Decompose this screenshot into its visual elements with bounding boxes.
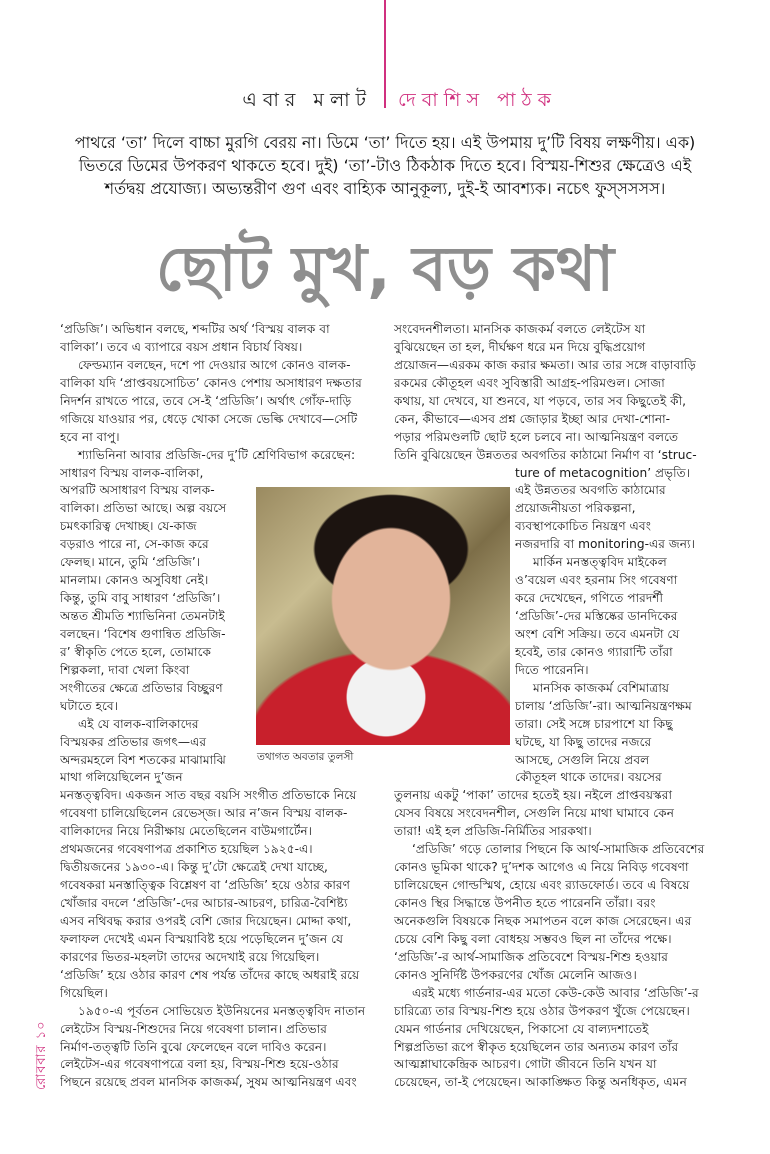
text-line: নিদর্শন রাখতে পারে, তবে সে-ই ‘প্রডিজি’। অর্থাৎ গোঁফ-দাড়ি bbox=[60, 393, 352, 408]
text-line: ‘প্রডিজি’-র আর্থ-সামাজিক প্রতিবেশে বিস্ময়-শিশু হওয়ার bbox=[394, 949, 668, 964]
text-line: গবেষণা চালিয়েছিলেন রেভেস্‌জ। আর ন’জন বিস্ময় বালক- bbox=[60, 806, 348, 821]
text-line: শিল্পপ্রতিভা রূপে স্বীকৃত হয়েছিলেন তার অন্যতম কারণ তাঁর bbox=[394, 1039, 679, 1054]
text-line: ture of metacognition’ প্রভৃতি। bbox=[515, 465, 691, 480]
text-line: তারা। সেই সঙ্গে চারপাশে যা কিছু bbox=[515, 716, 673, 731]
text-line: বুঝিয়েছেন তা হল, দীর্ঘক্ষণ ধরে মন দিয়ে বুদ্ধিপ্রয়োগ bbox=[394, 339, 646, 354]
text-line: ১৯৫০-এ পূর্বতন সোভিয়েত ইউনিয়নের মনস্তত্ত্ববিদ নাতান bbox=[78, 1003, 366, 1018]
article-title: ছোট মুখ, বড় কথা bbox=[155, 232, 615, 305]
text-line: মনস্তত্ত্ববিদ। একজন সাত বছর বয়সি সংগীত প্রতিভাকে নিয়ে bbox=[60, 788, 357, 803]
text-line: শ্যাভিনিনা আবার প্রডিজি-দের দু’টি শ্রেণিবিভাগ করেছেন: bbox=[78, 447, 356, 462]
text-line: কৌতূহল থাকে তাদের। বয়সের bbox=[515, 770, 662, 785]
text-line: আসছে, সেগুলি নিয়ে প্রবল bbox=[515, 752, 650, 767]
text-line: ‘প্রডিজি’। অভিধান বলছে, শব্দটির অর্থ ‘বিস্ময় বালক বা bbox=[60, 322, 330, 336]
text-line: সাধারণ বিস্ময় বালক-বালিকা, bbox=[60, 465, 204, 480]
text-line: দিতে পারেননি। bbox=[515, 662, 589, 677]
text-line: লেইটেস বিস্ময়-শিশুদের নিয়ে গবেষণা চালান। প্রতিভার bbox=[60, 1021, 327, 1036]
text-line: চারিত্র্যে তার বিস্ময়-শিশু হয়ে ওঠার উপকরণ খুঁজে পেয়েছেন। bbox=[394, 1003, 690, 1018]
text-line: এরই মধ্যে গার্ডনার-এর মতো কেউ-কেউ আবার ‘প্রডিজি’-র bbox=[412, 985, 699, 1000]
text-line: কারণের ভিতর-মহলটা তাদের অদেখাই রয়ে গিয়েছিল। bbox=[60, 949, 320, 964]
text-line: চমৎকারিত্ব দেখাচ্ছ। যে-কাজ bbox=[60, 519, 197, 534]
text-line: গজিয়ে যাওয়ার পর, ধেড়ে খোকা সেজে ভেল্কি দেখাবে—সেটি bbox=[60, 411, 358, 426]
text-line: কিন্তু, তুমি বাবু সাধারণ ‘প্রডিজি’। bbox=[60, 591, 221, 606]
text-line: ‘প্রডিজি’ হয়ে ওঠার কারণ শেষ পর্যন্ত তাঁদের কাছে অধরাই রয়ে bbox=[60, 967, 360, 982]
author-name: দেবাশিস পাঠক bbox=[398, 89, 557, 111]
text-line: এই যে বালক-বালিকাদের bbox=[78, 716, 199, 731]
text-line: প্রয়োজনীয়তা পরিকল্পনা, bbox=[515, 501, 636, 516]
text-line: যেসব বিষয়ে সংবেদনশীল, সেগুলি নিয়ে মাথা ঘামাবে কেন bbox=[394, 806, 675, 821]
text-line: বলছেন। ‘বিশেষ গুণান্বিত প্রডিজি- bbox=[60, 626, 226, 641]
text-line: লেইটেস-এর গবেষণাপত্রে বলা হয়, বিস্ময়-শিশু হয়ে-ওঠার bbox=[60, 1057, 339, 1072]
text-line: রকমের কৌতূহল এবং সুবিস্তারী আগ্রহ-পরিমণ্ডল। সোজা bbox=[394, 375, 665, 390]
text-line: বালিকা। প্রতিভা আছে। অল্প বয়সে bbox=[60, 501, 227, 516]
text-line: ‘প্রডিজি’-দের মস্তিষ্কের ডানদিকের bbox=[515, 609, 678, 623]
text-line: চেয়েছেন, তা-ই পেয়েছেন। আকাঙ্ক্ষিত কিন্তু অনধিকৃত, এমন bbox=[394, 1075, 687, 1090]
text-line: অংশ বেশি সক্রিয়। তবে এমনটা যে bbox=[515, 626, 680, 641]
text-line: অপরটি অসাধারণ বিস্ময় বালক- bbox=[60, 483, 215, 498]
text-line: ফেলছ। মানে, তুমি ‘প্রডিজি’। bbox=[60, 555, 201, 570]
text-line: সংগীতের ক্ষেত্রে প্রতিভার বিচ্ছুরণ bbox=[60, 680, 223, 695]
text-line: কোনও স্থির সিদ্ধান্তে উপনীত হতে পারেননি তাঁরা। বরং bbox=[394, 896, 656, 910]
section-label: এবার মলাট bbox=[242, 89, 372, 111]
text-line: বিস্ময়কর প্রতিভার জগৎ—এর bbox=[60, 734, 207, 749]
text-line: ঘটছে, যা কিছু তাদের নজরে bbox=[515, 734, 652, 749]
text-line: কোনও সুনির্দিষ্ট উপকরণের খোঁজ মেলেনি আজও। bbox=[394, 967, 637, 982]
text-line: নির্মাণ-তত্ত্বটি তিনি বুঝে ফেলেছেন বলে দাবিও করেন। bbox=[60, 1039, 327, 1054]
text-line: মানলাম। কোনও অসুবিধা নেই। bbox=[60, 573, 209, 588]
text-line: এসব নথিবদ্ধ করার ওপরই বেশি জোর দিয়েছেন। মোদ্দা কথা, bbox=[60, 913, 352, 928]
text-line: আত্মশ্লাঘাকেন্দ্রিক আচরণ। গোটা জীবনে তিনি যখন যা bbox=[394, 1057, 657, 1072]
text-line: নজরদারি বা monitoring-এর জন্য। bbox=[515, 537, 695, 552]
text-line: ফেল্ডম্যান বলছেন, দশে পা দেওয়ার আগে কোনও বালক- bbox=[78, 357, 351, 372]
text-line: বালিকাদের নিয়ে নিরীক্ষায় মেতেছিলেন বাউমগার্টেন। bbox=[60, 824, 312, 839]
text-line: তুলনায় একটু ‘পাকা’ তাদের হতেই হয়। নইলে প্রাপ্তবয়স্করা bbox=[394, 788, 673, 803]
text-line: মানসিক কাজকর্ম বেশিমাত্রায় bbox=[533, 680, 670, 695]
text-line: পড়ার পরিমণ্ডলটি ছোট হলে চলবে না। আত্মনিয়ন্ত্রণ বলতে bbox=[394, 429, 679, 444]
text-line: গবেষকরা মনস্তাত্ত্বিক বিশ্লেষণ বা ‘প্রডিজি’ হয়ে ওঠার কারণ bbox=[60, 878, 350, 893]
text-line: মাথা গলিয়েছিলেন দু’জন bbox=[60, 770, 183, 785]
text-line: গিয়েছিল। bbox=[60, 985, 108, 1000]
text-line: এই উন্নততর অবগতি কাঠামোর bbox=[515, 483, 666, 498]
text-line: চালায় ‘প্রডিজি’-রা। আত্মনিয়ন্ত্রণক্ষম bbox=[515, 698, 692, 713]
text-line: পিছনে রয়েছে প্রবল মানসিক কাজকর্ম, সুষম আত্মনিয়ন্ত্রণ এবং bbox=[60, 1075, 357, 1090]
photo-caption: তথাগত অবতার তুলসী bbox=[257, 751, 354, 763]
text-line: ঘটাতে হবে। bbox=[60, 698, 119, 713]
text-line: তিনি বুঝিয়েছেন উন্নততর অবগতির কাঠামো নির্মাণ বা ‘struc- bbox=[394, 447, 697, 462]
text-line: ও’বয়েল এবং হরনাম সিং গবেষণা bbox=[515, 573, 678, 588]
portrait-photo bbox=[256, 487, 510, 745]
text-line: ব্যবস্থাপকোচিত নিয়ন্ত্রণ এবং bbox=[515, 519, 651, 534]
text-line: দ্বিতীয়জনের ১৯৩০-এ। কিন্তু দু’টো ক্ষেত্রেই দেখা যাচ্ছে, bbox=[60, 860, 328, 875]
page-folio: রোববার ১০ bbox=[34, 1020, 49, 1090]
text-line: সংবেদনশীলতা। মানসিক কাজকর্ম বলতে লেইটেস যা bbox=[394, 322, 646, 336]
text-line: কোনও ভূমিকা থাকে? দু’দশক আগেও এ নিয়ে নিবিড় গবেষণা bbox=[394, 860, 689, 875]
text-line: প্রথমজনের গবেষণাপত্র প্রকাশিত হয়েছিল ১৯২৫-এ। bbox=[60, 842, 313, 857]
text-line: ফলাফল দেখেই এমন বিস্ময়াবিষ্ট হয়ে পড়েছিলেন দু’জন যে bbox=[60, 931, 344, 946]
text-line: বালিকা যদি ‘প্রাপ্তবয়সোচিত’ কোনও পেশায় অসাধারণ দক্ষতার bbox=[60, 375, 362, 390]
text-line: প্রয়োজন—এরকম কাজ করার ক্ষমতা। আর তার সঙ্গে বাড়াবাড়ি bbox=[394, 357, 696, 372]
text-line: অন্তত শ্রীমতি শ্যাভিনিনা তেমনটাই bbox=[60, 609, 225, 623]
text-line: শিল্পকলা, দাবা খেলা কিংবা bbox=[60, 662, 190, 677]
text-line: তারা! এই হল প্রডিজি-নির্মিতির সারকথা। bbox=[394, 824, 592, 839]
text-line: অন্দরমহলে বিশ শতকের মাঝামাঝি bbox=[60, 752, 226, 767]
text-line: বড়রাও পারে না, সে-কাজ করে bbox=[60, 537, 209, 552]
header-divider bbox=[384, 0, 386, 108]
text-line: কথায়, যা দেখবে, যা শুনবে, যা পড়বে, তার সব কিছুতেই কী, bbox=[394, 393, 687, 408]
text-line: কেন, কীভাবে—এসব প্রশ্ন জোড়ার ইচ্ছা আর দেখা-শোনা- bbox=[394, 411, 671, 426]
text-line: খোঁজার বদলে ‘প্রডিজি’-দের আচার-আচরণ, চারিত্র-বৈশিষ্ট্য bbox=[60, 896, 348, 910]
text-line: যেমন গার্ডনার দেখিয়েছেন, পিকাসো যে বাল্যদশাতেই bbox=[394, 1021, 649, 1036]
text-line: চালিয়েছেন গোল্ডস্মিথ, হোয়ে এবং র‍্যাডফোর্ড। তবে এ বিষয়ে bbox=[394, 878, 690, 893]
text-line: বালিকা’। তবে এ ব্যাপারে বয়স প্রধান বিচার্য বিষয়। bbox=[60, 339, 303, 354]
text-line: চেয়ে বেশি কিছু বলা বোধহয় সম্ভবও ছিল না তাঁদের পক্ষে। bbox=[394, 931, 672, 946]
article-intro: পাথরে ‘তা’ দিলে বাচ্চা মুরগি বেরয় না। ডিমে ‘তা’ দিতে হয়। এই উপমায় দু’টি বিষয় লক্ষণীয়। এক) ভিতরে ডিমের উপকরণ থাকতে হবে। দুই) ‘তা’-টাও ঠিকঠাক দিতে হবে। বিস্ময়-শিশুর ক্ষেত্রেও এই শর্তদ্বয় প্রযোজ্য। অভ্যন্তরীণ গুণ এবং বাহ্যিক আনুকূল্য, দুই-ই আবশ্যক। নচেৎ ফুস্‌সসসস। bbox=[74, 133, 696, 198]
text-line: হবে না বাপু। bbox=[60, 429, 120, 444]
text-line: মার্কিন মনস্তত্ত্ববিদ মাইকেল bbox=[533, 555, 667, 570]
text-line: অনেকগুলি বিষয়কে নিছক সমাপতন বলে কাজ সেরেছেন। এর bbox=[394, 913, 692, 928]
text-line: হবেই, তার কোনও গ্যারান্টি তাঁরা bbox=[515, 644, 673, 659]
text-line: ‘প্রডিজি’ গড়ে তোলার পিছনে কি আর্থ-সামাজিক প্রতিবেশের bbox=[412, 842, 705, 857]
text-line: র’ স্বীকৃতি পেতে হলে, তোমাকে bbox=[60, 644, 211, 659]
text-line: করে দেখেছেন, গণিতে পারদর্শী bbox=[515, 591, 663, 606]
